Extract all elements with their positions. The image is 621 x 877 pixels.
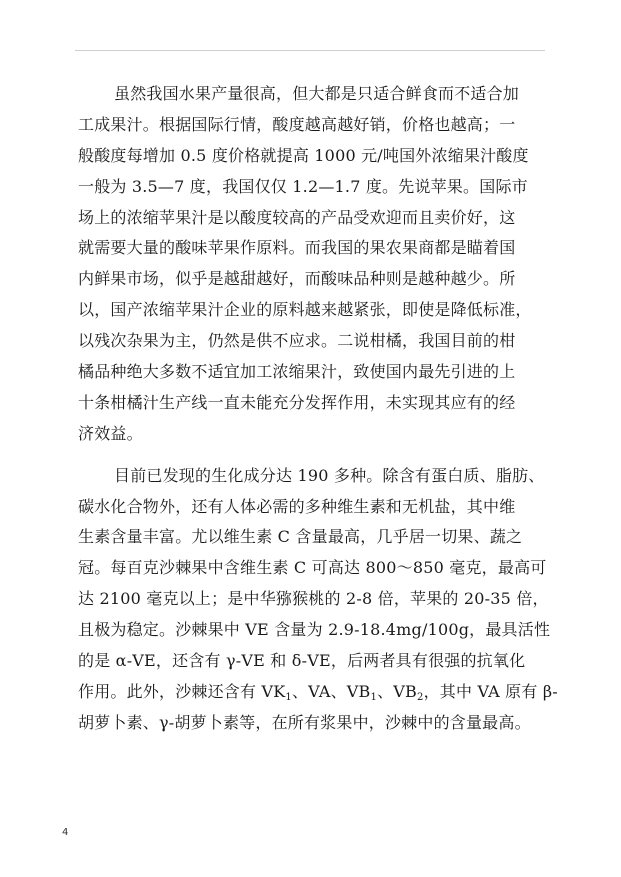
text-line: 生素含量丰富。尤以维生素 C 含量最高，几乎居一切果、蔬之 <box>78 527 523 547</box>
text-line: 般酸度每增加 0.5 度价格就提高 1000 元/吨国外浓缩果汁酸度 <box>78 145 529 165</box>
document-body <box>78 79 558 739</box>
text-line: 虽然我国水果产量很高，但大都是只适合鲜食而不适合加 <box>114 84 520 103</box>
text-segment: 作用。此外，沙棘还含有 VK <box>78 681 286 701</box>
text-line: 的是 α-VE，还含有 γ-VE 和 δ-VE，后两者具有很强的抗氧化 <box>78 651 526 671</box>
text-segment: ，其中 VA 原有 β- <box>423 681 558 701</box>
subscript: 1 <box>370 691 378 703</box>
text-line: 目前已发现的生化成分达 190 多种。除含有蛋白质、脂肪、 <box>114 465 545 485</box>
text-line: 内鲜果市场，似乎是越甜越好，而酸味品种则是越种越少。所 <box>78 269 516 289</box>
text-line: 达 2100 毫克以上；是中华猕猴桃的 2-8 倍，苹果的 20-35 倍， <box>78 589 549 609</box>
paragraph-2 <box>78 461 558 739</box>
subscript: 2 <box>417 691 424 703</box>
text-line: 且极为稳定。沙棘果中 VE 含量为 2.9-18.4mg/100g，最具活性 <box>78 620 551 640</box>
text-line: 橘品种绝大多数不适宜加工浓缩果汁，致使国内最先引进的上 <box>78 362 516 382</box>
text-line: 冠。每百克沙棘果中含维生素 C 可高达 800～850 毫克，最高可 <box>78 558 547 578</box>
text-line: 胡萝卜素、γ-胡萝卜素等，在所有浆果中，沙棘中的含量最高。 <box>78 712 531 732</box>
text-segment: 、VA、VB <box>291 681 371 701</box>
header-rule <box>75 50 545 51</box>
text-line: 以残次杂果为主，仍然是供不应求。二说柑橘，我国目前的柑 <box>78 331 516 351</box>
paragraph-spacer <box>78 450 548 461</box>
text-line: 济效益。 <box>78 423 143 443</box>
text-line: 工成果汁。根据国际行情，酸度越高越好销，价格也越高；一 <box>78 114 516 134</box>
text-line: 十条柑橘汁生产线一直未能充分发挥作用，未实现其应有的经 <box>78 392 516 412</box>
text-line: 以，国产浓缩苹果汁企业的原料越来越紧张，即使是降低标准， <box>78 300 532 320</box>
paragraph-1 <box>78 79 548 450</box>
text-line: 碳水化合物外，还有人体必需的多种维生素和无机盐，其中维 <box>78 496 516 516</box>
text-line: 就需要大量的酸味苹果作原料。而我国的果农果商都是瞄着国 <box>78 238 516 258</box>
text-line: 场上的浓缩苹果汁是以酸度较高的产品受欢迎而且卖价好，这 <box>78 207 516 227</box>
text-line-with-subscripts <box>78 677 558 708</box>
page-number: 4 <box>62 827 69 838</box>
text-segment: 、VB <box>377 681 417 701</box>
subscript: 1 <box>285 691 292 703</box>
text-line: 一般为 3.5—7 度，我国仅仅 1.2—1.7 度。先说苹果。国际市 <box>78 176 528 196</box>
